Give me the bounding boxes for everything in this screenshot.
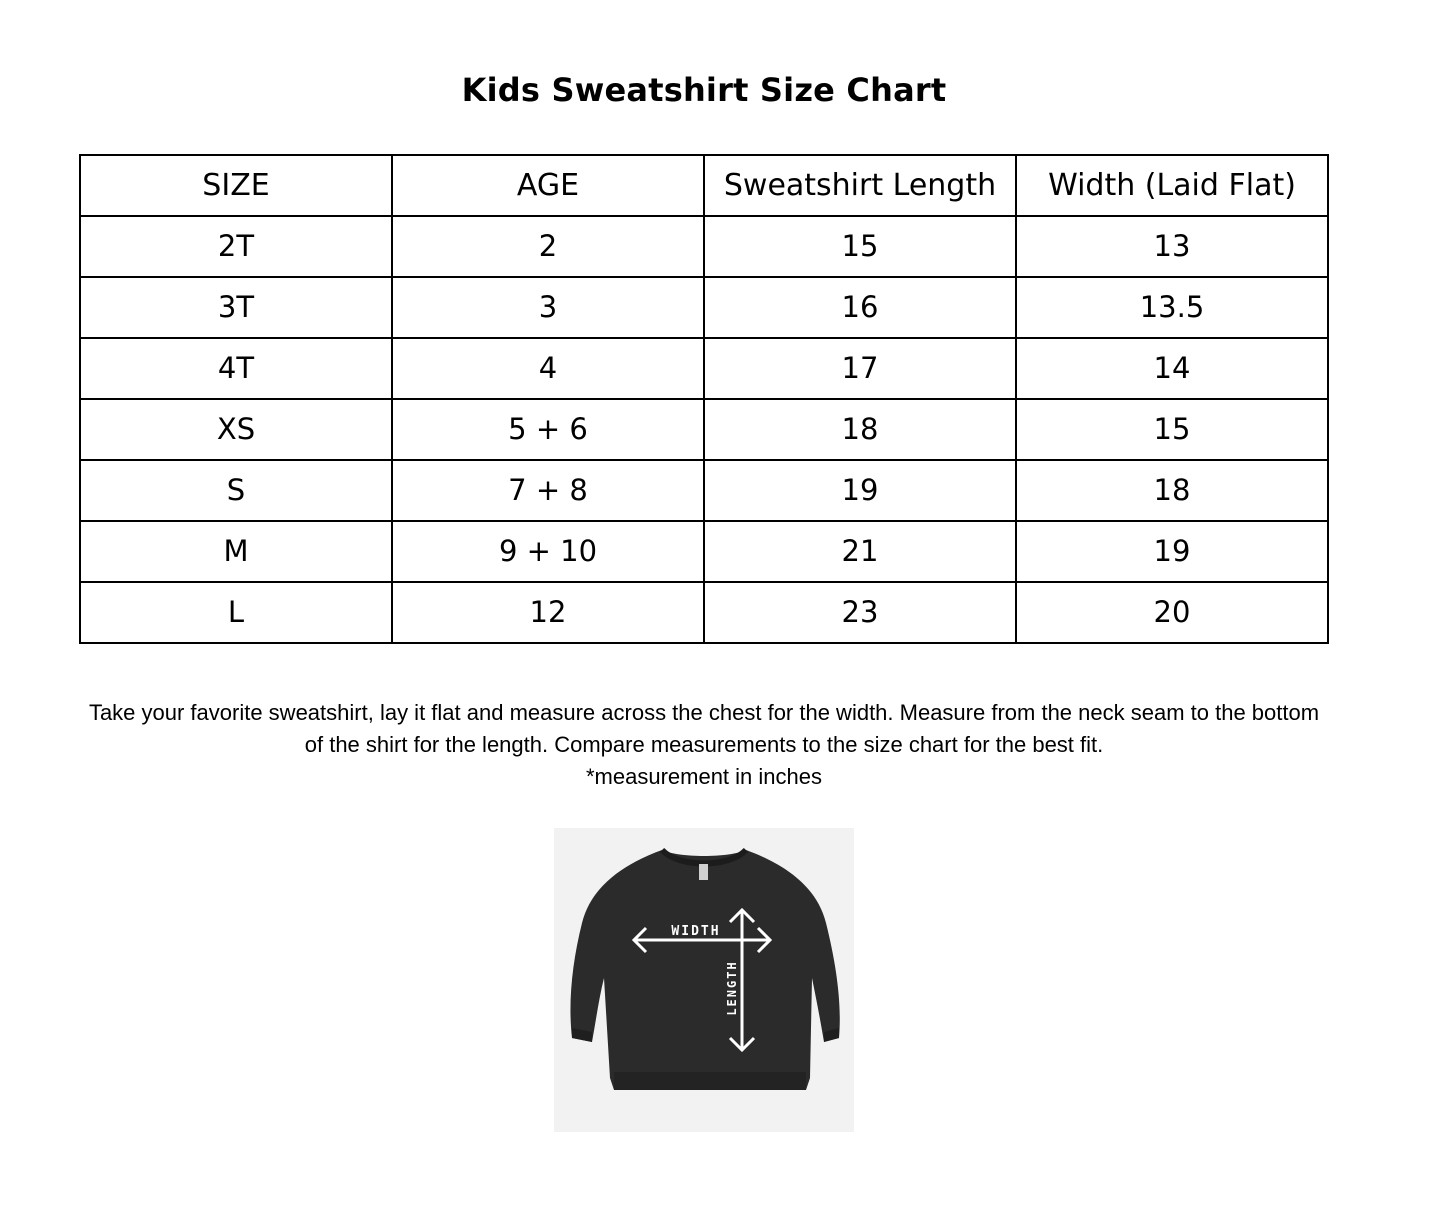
cell-size: 4T (80, 338, 392, 399)
cell-width: 18 (1016, 460, 1328, 521)
cell-width: 19 (1016, 521, 1328, 582)
table-row (80, 582, 1328, 643)
cell-width: 13.5 (1016, 277, 1328, 338)
cell-width: 14 (1016, 338, 1328, 399)
header-age: AGE (392, 155, 704, 216)
cell-size: M (80, 521, 392, 582)
cell-length: 17 (704, 338, 1016, 399)
cell-size: L (80, 582, 392, 643)
measurement-unit-note: *measurement in inches (585, 764, 822, 789)
table-row (80, 338, 1328, 399)
table-header-row (80, 155, 1328, 216)
measurement-instructions (79, 697, 1329, 793)
cell-age: 9 + 10 (392, 521, 704, 582)
cell-length: 19 (704, 460, 1016, 521)
table-row (80, 277, 1328, 338)
length-label: LENGTH (725, 960, 739, 1016)
sweatshirt-measurement-diagram (554, 828, 854, 1132)
cell-length: 16 (704, 277, 1016, 338)
cell-size: 2T (80, 216, 392, 277)
sweatshirt-icon (554, 828, 854, 1132)
table-row (80, 399, 1328, 460)
size-chart-table (79, 154, 1329, 644)
cell-age: 3 (392, 277, 704, 338)
table-row (80, 521, 1328, 582)
cell-size: S (80, 460, 392, 521)
cell-age: 2 (392, 216, 704, 277)
cell-size: XS (80, 399, 392, 460)
table-row (80, 460, 1328, 521)
width-label: WIDTH (671, 924, 721, 939)
cell-width: 13 (1016, 216, 1328, 277)
cell-age: 7 + 8 (392, 460, 704, 521)
header-size: SIZE (80, 155, 392, 216)
cell-age: 4 (392, 338, 704, 399)
cell-length: 23 (704, 582, 1016, 643)
table-row (80, 216, 1328, 277)
cell-width: 20 (1016, 582, 1328, 643)
header-width-laid-flat: Width (Laid Flat) (1016, 155, 1328, 216)
cell-length: 21 (704, 521, 1016, 582)
instructions-text: Take your favorite sweatshirt, lay it flat and measure across the chest for the width. Measure from the neck seam to the bottom of the shirt for the length. Compare measurements to the size chart for the best fit. (88, 700, 1320, 757)
cell-length: 18 (704, 399, 1016, 460)
sweatshirt-shape (570, 850, 839, 1090)
cell-length: 15 (704, 216, 1016, 277)
cell-age: 12 (392, 582, 704, 643)
cell-age: 5 + 6 (392, 399, 704, 460)
cell-width: 15 (1016, 399, 1328, 460)
cell-size: 3T (80, 277, 392, 338)
header-sweatshirt-length: Sweatshirt Length (704, 155, 1016, 216)
page-title: Kids Sweatshirt Size Chart (461, 71, 947, 109)
